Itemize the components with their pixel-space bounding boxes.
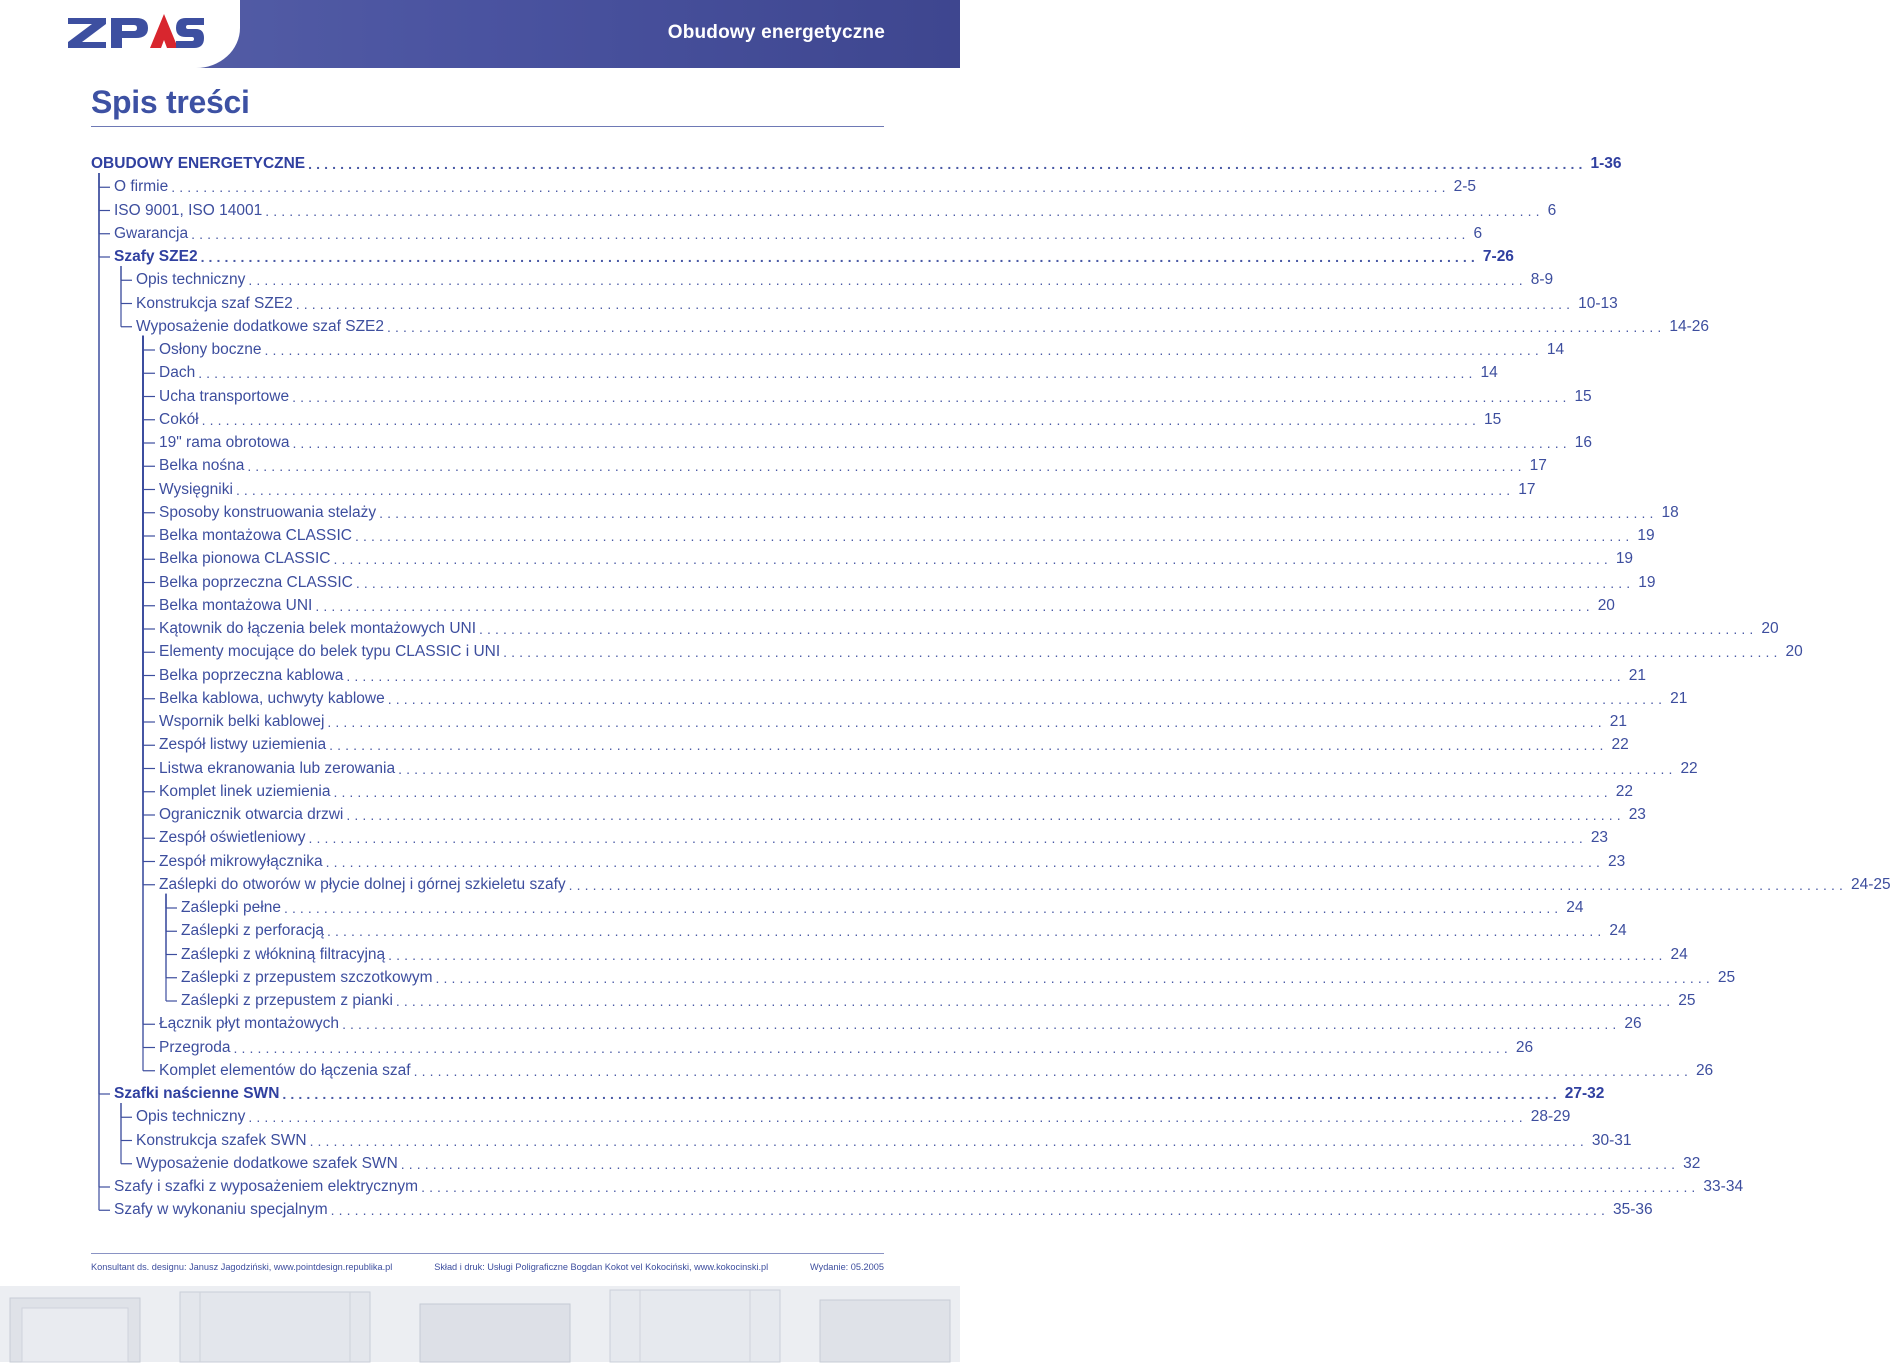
cabinet-photo-strip — [0, 1286, 960, 1362]
toc-entry-title: Belka montażowa UNI — [159, 596, 313, 614]
toc-entry-title: 19" rama obrotowa — [159, 434, 290, 451]
toc-leader-dots: ................................................................................................................................................................ — [248, 1109, 1527, 1126]
toc-entry — [159, 502, 1679, 524]
toc-entry — [159, 1037, 1534, 1059]
toc-entry-page: 30-31 — [1591, 1131, 1632, 1149]
toc-leader-dots: ................................................................................................................................................................ — [248, 272, 1527, 289]
toc-entry-page: 16 — [1574, 434, 1593, 451]
toc-entry — [181, 990, 1696, 1012]
toc-entry-page: 18 — [1661, 503, 1679, 521]
toc-leader-dots: ................................................................................................................................................................ — [395, 993, 1675, 1009]
toc-leader-dots: ................................................................................................................................................................ — [308, 156, 1587, 172]
toc-entry-title: Konstrukcja szafek SWN — [136, 1131, 307, 1149]
toc-leader-dots: ................................................................................................................................................................ — [346, 807, 1625, 823]
toc-entry-title: Wyposażenie dodatkowe szafek SWN — [136, 1154, 398, 1172]
toc-entry-title: Belka poprzeczna CLASSIC — [159, 573, 353, 591]
toc-entry-title: Kątownik do łączenia belek montażowych UNI — [159, 620, 477, 637]
toc-leader-dots: ................................................................................................................................................................ — [330, 1202, 1609, 1219]
toc-entry — [114, 246, 1514, 268]
toc-entry — [159, 1060, 1714, 1082]
toc-entry — [136, 1130, 1632, 1152]
toc-entry-page: 21 — [1609, 713, 1627, 730]
toc-entry-page: 23 — [1628, 806, 1646, 823]
toc-leader-dots: ................................................................................................................................................................ — [309, 1132, 1588, 1149]
toc-entry — [159, 827, 1609, 849]
toc-entry-title: Zespół mikrowyłącznika — [159, 852, 323, 870]
toc-leader-dots: ................................................................................................................................................................ — [354, 528, 1634, 544]
toc-entry-title: Szafki naścienne SWN — [114, 1085, 280, 1102]
toc-entry-page: 25 — [1717, 968, 1736, 986]
toc-leader-dots: ................................................................................................................................................................ — [413, 1062, 1692, 1079]
toc-entry-title: Belka kablowa, uchwyty kablowe — [159, 689, 385, 707]
toc-entry-page: 22 — [1611, 736, 1629, 754]
toc-entry-title: Zaślepki z przepustem z pianki — [181, 992, 393, 1009]
toc-entry-page: 33-34 — [1703, 1178, 1744, 1195]
toc-entry-page: 1-36 — [1590, 155, 1622, 172]
toc-leader-dots: ................................................................................................................................................................ — [568, 876, 1847, 893]
toc-entry — [159, 734, 1629, 756]
toc-entry-page: 19 — [1637, 527, 1655, 544]
toc-entry-title: Opis techniczny — [136, 271, 246, 289]
toc-entry-title: Elementy mocujące do belek typu CLASSIC i UNI — [159, 643, 501, 661]
toc-leader-dots: ................................................................................................................................................................ — [400, 1155, 1680, 1172]
toc-leader-dots: ................................................................................................................................................................ — [435, 969, 1714, 986]
toc-leader-dots: ................................................................................................................................................................ — [265, 202, 1544, 219]
toc-entry — [159, 525, 1655, 547]
toc-entry — [114, 176, 1476, 198]
toc-entry-title: Przegroda — [159, 1038, 231, 1056]
toc-entry-title: Osłony boczne — [159, 341, 262, 358]
toc-entry — [159, 618, 1779, 640]
toc-entry — [159, 548, 1634, 570]
toc-entry-title: Zaślepki z włókniną filtracyjną — [181, 945, 386, 963]
banner-title: Obudowy energetyczne — [667, 22, 885, 43]
toc-leader-dots: ................................................................................................................................................................ — [346, 667, 1625, 684]
toc-entry-title: Zaślepki z perforacją — [181, 922, 325, 940]
toc-entry-page: 28-29 — [1530, 1108, 1571, 1126]
toc-entry — [114, 1176, 1744, 1198]
toc-entry-title: Zespół oświetleniowy — [159, 829, 306, 847]
toc-entry — [159, 711, 1627, 733]
toc-entry — [159, 572, 1656, 594]
toc-leader-dots: ................................................................................................................................................................ — [295, 295, 1575, 312]
toc-entry-page: 6 — [1473, 224, 1483, 242]
cabinet-photo-illustration — [0, 1286, 960, 1362]
toc-entry-page: 23 — [1608, 852, 1626, 870]
footer-print: Skład i druk: Usługi Poligraficzne Bogdan Kokot vel Kokociński, www.kokocinski.pl — [434, 1262, 769, 1272]
footer-divider — [91, 1253, 884, 1254]
toc-entry-page: 26 — [1695, 1061, 1714, 1079]
toc-entry — [159, 362, 1498, 384]
toc-leader-dots: ................................................................................................................................................................ — [342, 1016, 1621, 1033]
toc-entry — [159, 874, 1891, 896]
toc-entry-title: Wyposażenie dodatkowe szaf SZE2 — [136, 317, 384, 335]
toc-leader-dots: ................................................................................................................................................................ — [264, 342, 1543, 358]
toc-entry — [136, 1153, 1701, 1175]
toc-leader-dots: ................................................................................................................................................................ — [198, 365, 1477, 382]
toc-entry — [136, 1106, 1571, 1128]
toc-leader-dots: ................................................................................................................................................................ — [292, 388, 1571, 405]
toc-entry-page: 6 — [1547, 201, 1557, 219]
toc-entry — [114, 1083, 1605, 1105]
toc-leader-dots: ................................................................................................................................................................ — [315, 597, 1594, 614]
toc-entry-title: Opis techniczny — [136, 1108, 246, 1126]
toc-entry-page: 26 — [1624, 1015, 1642, 1033]
toc-entry-page: 14 — [1546, 341, 1565, 358]
toc-entry-title: Gwarancja — [114, 224, 189, 242]
toc-leader-dots: ................................................................................................................................................................ — [282, 1086, 1561, 1102]
toc-entry-page: 14 — [1480, 364, 1498, 382]
toc-entry-title: Szafy w wykonaniu specjalnym — [114, 1201, 328, 1219]
toc-entry — [159, 386, 1592, 408]
toc-entry — [136, 293, 1618, 315]
toc-entry-page: 26 — [1515, 1038, 1534, 1056]
page-title: Spis treści — [91, 84, 250, 120]
toc-entry-page: 24 — [1670, 945, 1688, 963]
toc-entry — [114, 223, 1483, 245]
toc-entry-title: Belka pionowa CLASSIC — [159, 550, 331, 568]
toc-entry — [114, 200, 1557, 222]
toc-entry-page: 24 — [1566, 899, 1584, 916]
toc-entry-title: OBUDOWY ENERGETYCZNE — [91, 155, 306, 172]
toc-leader-dots: ................................................................................................................................................................ — [200, 249, 1479, 265]
toc-entry-page: 7-26 — [1482, 248, 1514, 265]
toc-entry — [181, 967, 1736, 989]
toc-entry-page: 35-36 — [1613, 1201, 1653, 1219]
toc-leader-dots: ................................................................................................................................................................ — [283, 900, 1563, 916]
toc-entry — [159, 758, 1698, 780]
toc-entry-title: Belka poprzeczna kablowa — [159, 666, 344, 684]
toc-entry-title: Ogranicznik otwarcia drzwi — [159, 806, 344, 823]
toc-leader-dots: ................................................................................................................................................................ — [235, 481, 1515, 498]
toc-entry-title: Komplet elementów do łączenia szaf — [159, 1061, 411, 1079]
toc-entry — [159, 455, 1547, 477]
footer-designer: Konsultant ds. designu: Janusz Jagodziński, www.pointdesign.republika.pl — [91, 1262, 393, 1272]
toc-entry-title: Konstrukcja szaf SZE2 — [136, 294, 293, 312]
toc-leader-dots: ................................................................................................................................................................ — [333, 783, 1612, 800]
toc-leader-dots: ................................................................................................................................................................ — [421, 1179, 1700, 1195]
toc-entry — [159, 688, 1688, 710]
toc-entry-title: ISO 9001, ISO 14001 — [114, 201, 263, 219]
toc-leader-dots: ................................................................................................................................................................ — [191, 225, 1470, 242]
toc-entry-page: 32 — [1683, 1154, 1701, 1172]
toc-leader-dots: ................................................................................................................................................................ — [329, 737, 1608, 754]
toc-entry-page: 15 — [1574, 387, 1592, 405]
toc-entry — [136, 269, 1554, 291]
toc-entry-title: Listwa ekranowania lub zerowania — [159, 759, 396, 777]
toc-entry — [159, 665, 1646, 687]
toc-entry-page: 19 — [1638, 573, 1656, 591]
toc-entry-page: 17 — [1518, 480, 1536, 498]
toc-entry — [91, 153, 1622, 175]
toc-entry — [159, 641, 1803, 663]
toc-leader-dots: ................................................................................................................................................................ — [333, 551, 1612, 568]
toc-entry-page: 20 — [1761, 620, 1779, 637]
toc-leader-dots: ................................................................................................................................................................ — [379, 504, 1658, 521]
toc-entry-page: 20 — [1597, 596, 1615, 614]
toc-entry — [136, 316, 1709, 338]
toc-entry-page: 23 — [1590, 829, 1609, 847]
toc-entry — [114, 1199, 1653, 1221]
toc-entry-page: 21 — [1628, 666, 1646, 684]
toc-leader-dots: ................................................................................................................................................................ — [247, 458, 1526, 475]
toc-entry-title: Ucha transportowe — [159, 387, 290, 405]
toc-entry-page: 19 — [1615, 550, 1634, 568]
toc-leader-dots: ................................................................................................................................................................ — [325, 853, 1605, 870]
toc-entry-page: 22 — [1615, 782, 1634, 800]
toc-entry-page: 20 — [1785, 643, 1803, 661]
toc-entry-title: Belka montażowa CLASSIC — [159, 527, 352, 544]
toc-entry — [181, 944, 1688, 966]
toc-entry-page: 24 — [1609, 922, 1627, 940]
toc-entry-page: 14-26 — [1669, 317, 1709, 335]
toc-leader-dots: ................................................................................................................................................................ — [171, 179, 1450, 196]
toc-leader-dots: ................................................................................................................................................................ — [388, 946, 1667, 963]
toc-leader-dots: ................................................................................................................................................................ — [308, 830, 1587, 847]
footer — [91, 1262, 884, 1272]
toc-entry-page: 2-5 — [1453, 178, 1476, 196]
toc-entry-title: Zaślepki z przepustem szczotkowym — [181, 968, 433, 986]
toc-entry-page: 24-25 — [1850, 875, 1891, 893]
toc-entry — [159, 851, 1626, 873]
toc-entry-title: Dach — [159, 364, 196, 382]
toc-entry — [159, 781, 1634, 803]
toc-entry-page: 8-9 — [1530, 271, 1554, 289]
toc-entry-title: O firmie — [114, 178, 169, 196]
toc-leader-dots: ................................................................................................................................................................ — [387, 318, 1666, 335]
toc-leader-dots: ................................................................................................................................................................ — [387, 690, 1667, 707]
toc-entry — [159, 432, 1593, 454]
toc-entry-page: 22 — [1680, 759, 1698, 777]
toc-entry-title: Sposoby konstruowania stelaży — [159, 503, 377, 521]
toc-entry — [159, 1013, 1642, 1035]
toc-entry-title: Zaślepki do otworów w płycie dolnej i górnej szkieletu szafy — [159, 875, 566, 893]
toc-leader-dots: ................................................................................................................................................................ — [355, 574, 1635, 591]
toc-entry-title: Wspornik belki kablowej — [159, 713, 325, 730]
toc-entry-title: Szafy i szafki z wyposażeniem elektrycznym — [114, 1178, 419, 1195]
toc-entry — [159, 479, 1536, 501]
toc-entry — [181, 897, 1584, 919]
toc-leader-dots: ................................................................................................................................................................ — [201, 411, 1480, 428]
footer-edition: Wydanie: 05.2005 — [810, 1262, 884, 1272]
toc-entry-title: Belka nośna — [159, 457, 245, 475]
toc-entry-title: Cokół — [159, 410, 199, 428]
toc-entry-page: 25 — [1678, 992, 1696, 1009]
toc-entry-title: Wysięgniki — [159, 480, 233, 498]
toc-entry — [159, 595, 1615, 617]
toc-entry-title: Komplet linek uziemienia — [159, 782, 331, 800]
toc-leader-dots: ................................................................................................................................................................ — [327, 714, 1606, 730]
toc-leader-dots: ................................................................................................................................................................ — [292, 435, 1571, 451]
toc-entry-page: 15 — [1483, 410, 1502, 428]
toc-entry — [159, 339, 1565, 361]
toc-entry-title: Zespół listwy uziemienia — [159, 736, 327, 754]
toc-entry — [181, 920, 1627, 942]
toc-entry — [159, 409, 1502, 431]
toc-leader-dots: ................................................................................................................................................................ — [479, 621, 1758, 637]
toc-entry-page: 21 — [1670, 689, 1688, 707]
toc-entry-title: Zaślepki pełne — [181, 899, 281, 916]
toc-entry-title: Łącznik płyt montażowych — [159, 1015, 340, 1033]
toc-entry-page: 17 — [1529, 457, 1547, 475]
toc-entry-page: 27-32 — [1564, 1085, 1605, 1102]
toc-entry-title: Szafy SZE2 — [114, 248, 198, 265]
toc-leader-dots: ................................................................................................................................................................ — [327, 923, 1606, 940]
toc-entry-page: 10-13 — [1578, 294, 1618, 312]
toc-leader-dots: ................................................................................................................................................................ — [233, 1039, 1512, 1056]
toc-leader-dots: ................................................................................................................................................................ — [503, 644, 1782, 661]
toc-leader-dots: ................................................................................................................................................................ — [398, 760, 1677, 777]
toc-entry — [159, 804, 1646, 826]
